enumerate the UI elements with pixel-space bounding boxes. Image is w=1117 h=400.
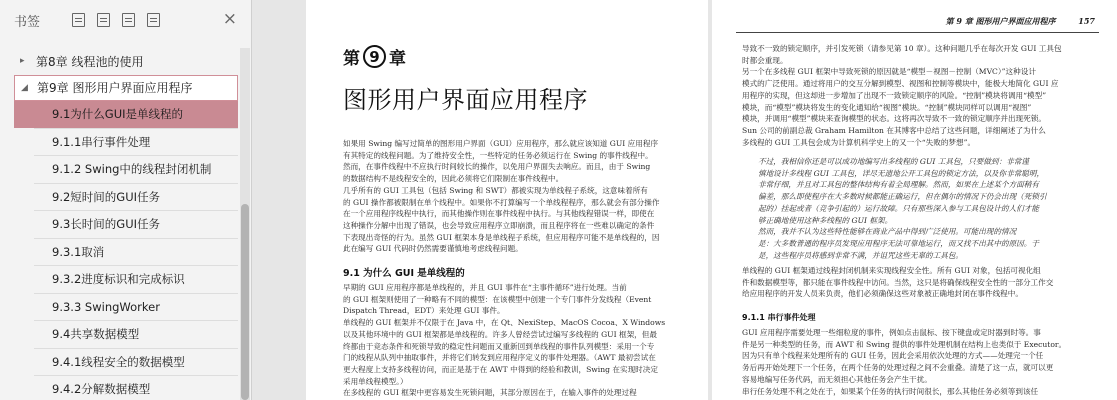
header-rule bbox=[736, 32, 1099, 33]
add-bookmark-icon[interactable] bbox=[122, 13, 135, 27]
expanded-arrow-icon[interactable]: ◢ bbox=[21, 82, 28, 93]
scrollbar-thumb[interactable] bbox=[241, 204, 249, 400]
text-line: 的 GUI 操作都被限制在单个线程中。如果你不打算编写一个单线程程序，那么就会有部分操作 bbox=[343, 197, 660, 207]
bookmark-tree bbox=[14, 48, 238, 400]
section-paragraph bbox=[343, 282, 693, 399]
bookmark-item[interactable] bbox=[14, 129, 238, 156]
text-line: 因为只有单个线程来处理所有的 GUI 任务，因此会采用依次处理的方式——处理完一个任 bbox=[742, 351, 1044, 361]
paragraph-1 bbox=[742, 43, 1102, 148]
text-line: 容易地编写任务代码，而无须担心其他任务会产生干扰。 bbox=[742, 374, 932, 384]
bookmark-options-icon[interactable] bbox=[147, 13, 160, 27]
bookmark-item[interactable] bbox=[14, 349, 238, 376]
text-line: 给应用程序的开发人员来负责，他们必须确保这些对象被正确地封闭在事件线程中。 bbox=[742, 289, 1023, 299]
text-line: 早期的 GUI 应用程序都是单线程的，并且 GUI 事件在“主事件循环”进行处理。当前 bbox=[343, 283, 627, 292]
text-line: 偏差，那么即使程序在大多数时候都能正确运行，但在偶尔的情况下仍会出现（死锁引 bbox=[758, 192, 1047, 202]
bookmark-label: 第8章 线程池的使用 bbox=[36, 54, 144, 69]
text-line: 更大程度上支持多线程访问，而正是基于在 AWT 中得到的经验和教训，Swing 在实现时决定 bbox=[343, 364, 658, 374]
bookmark-label: 9.2短时间的GUI任务 bbox=[52, 189, 161, 204]
text-line: 用程序的实现，但这却进一步增加了出现不一致锁定顺序的风险。“控制”模块将调用“模型” bbox=[742, 90, 1047, 100]
text-line: 的数据结构不是线程安全的，因此必须将它们限制在事件线程中。 bbox=[343, 174, 564, 184]
chapter-suffix: 章 bbox=[389, 49, 406, 69]
bookmarks-title: 书签 bbox=[14, 14, 41, 30]
page-number: 157 bbox=[1078, 16, 1095, 26]
pdf-page-right bbox=[712, 0, 1117, 400]
text-line: 终都由于竞态条件和死锁导致的稳定性问题而又重新回到单线程的事件队列模型：采用一个专 bbox=[343, 341, 655, 351]
text-line: Dispatch Thread，EDT）来处理 GUI 事件。 bbox=[343, 306, 505, 316]
text-line: 够正确地使用这种多线程的 GUI 框架。 bbox=[758, 215, 893, 225]
text-line: Sun 公司的前副总裁 Graham Hamilton 在其博客中总结了这些问题，详细阐述了为什么 bbox=[742, 125, 1046, 135]
bookmark-label: 9.1.2 Swing中的线程封闭机制 bbox=[52, 162, 212, 177]
bookmark-item[interactable] bbox=[14, 101, 238, 128]
bookmark-item[interactable] bbox=[14, 184, 238, 211]
text-line: 单线程的 GUI 框架并不仅限于在 Java 中，在 Qt、NexiStep、MacOS Cocoa、X Windows bbox=[343, 318, 666, 328]
chapter-number bbox=[343, 44, 406, 69]
bookmark-item[interactable] bbox=[14, 211, 238, 238]
bookmark-item[interactable] bbox=[14, 294, 238, 321]
bookmark-label: 第9章 图形用户界面应用程序 bbox=[37, 81, 193, 96]
paragraph-2 bbox=[742, 265, 1102, 300]
text-line: 然而，在事件线程中不应执行时间较长的操作，以免用户界面失去响应。而且，由于 Swing bbox=[343, 162, 651, 172]
text-line: 件是另一种类型的任务，而 AWT 和 Swing 提供的事件处理机制在结构上也类似于 Executor。 bbox=[742, 339, 1067, 349]
expand-all-icon[interactable] bbox=[72, 13, 85, 27]
running-head-title: 第 9 章 图形用户界面应用程序 bbox=[945, 16, 1056, 26]
bookmark-label: 9.3.1取消 bbox=[52, 244, 105, 259]
bookmark-label: 9.4.2分解数据模型 bbox=[52, 382, 151, 397]
text-line: 模块，而“模型”模块将发生的变化通知给“视图”模块。“控制”模块同样可以调用“视图” bbox=[742, 102, 1032, 112]
text-line: 然而，我并不认为这些特性能够在商业产品中得到广泛使用。可能出现的情况 bbox=[758, 227, 1017, 237]
bookmark-item[interactable] bbox=[14, 48, 238, 75]
bookmark-item[interactable] bbox=[14, 156, 238, 183]
running-head bbox=[946, 16, 1095, 27]
chapter-title: 图形用户界面应用程序 bbox=[343, 86, 588, 114]
text-line: 务后再开始处理下一个任务，在两个任务的处理过程之间不会重叠。清楚了这一点，就可以更 bbox=[742, 363, 1054, 373]
text-line: 是，这些程序员将感到非常不满，并诅咒这些无辜的工具包。 bbox=[758, 250, 964, 260]
collapsed-arrow-icon[interactable]: ▸ bbox=[20, 56, 25, 67]
bookmark-item[interactable] bbox=[14, 266, 238, 293]
text-line: 件和数据模型等，都只能在事件线程中访问。当然，这只是将确保线程安全性的一部分工作交 bbox=[742, 277, 1054, 287]
text-line: 下表现出奇怪的行为。虽然 GUI 框架本身是单线程子系统，但应用程序可能不是单线程的，因 bbox=[343, 232, 660, 242]
text-line: 采用单线程模型。） bbox=[343, 376, 408, 386]
bookmark-item[interactable] bbox=[14, 75, 238, 102]
text-line: 单线程的 GUI 框架通过线程封闭机制来实现线程安全性。所有 GUI 对象，包括可视化组 bbox=[742, 266, 1041, 275]
text-line: 导致不一致的锁定顺序，并引发死锁（请参见第 10 章）。这种问题几乎在每次开发 GUI 工具包 bbox=[742, 44, 1062, 53]
bookmark-label: 9.4共享数据模型 bbox=[52, 327, 140, 342]
sidebar-scrollbar[interactable] bbox=[240, 48, 250, 400]
text-line: 起的）挂起或者（竞争引起的）运行故障。只有那些深入参与工具包设计的人们才能 bbox=[758, 203, 1039, 213]
text-line: 另一个在多线程 GUI 框架中导致死锁的原因就是“模型－视图－控制（MVC）”这种设计 bbox=[742, 67, 1036, 77]
section-heading: 9.1 为什么 GUI 是单线程的 bbox=[343, 268, 465, 279]
bookmark-item[interactable] bbox=[14, 321, 238, 348]
text-line: 不过，我相信你还是可以成功地编写出多线程的 GUI 工具包，只要做到：非常谨 bbox=[758, 157, 1029, 166]
quote-block bbox=[758, 156, 1098, 261]
text-line: 此在编写 GUI 代码时仍然需要谨慎地考虑线程问题。 bbox=[343, 244, 523, 254]
text-line: 时都会重现。 bbox=[742, 55, 788, 65]
text-line: GUI 应用程序需要处理一些细粒度的事件，例如点击鼠标、按下键盘或定时器到时等。事 bbox=[742, 328, 1041, 337]
bookmark-label: 9.3.2进度标识和完成标识 bbox=[52, 272, 185, 287]
text-line: 在多线程的 GUI 框架中更容易发生死锁问题，其部分原因在于，在输入事件的处理过程 bbox=[343, 388, 637, 398]
bookmark-label: 9.1.1串行事件处理 bbox=[52, 134, 151, 149]
subsection-heading: 9.1.1 串行事件处理 bbox=[742, 313, 816, 322]
text-line: 串行任务处理不利之处在于，如果某个任务的执行时间很长，那么其他任务必须等到该任 bbox=[742, 386, 1039, 396]
bookmark-label: 9.1为什么GUI是单线程的 bbox=[52, 107, 184, 122]
bookmarks-toolbar bbox=[0, 0, 251, 40]
text-line: 非常仔细，并且对工具包的整体结构有着全局理解。然而，如果在上述某个方面稍有 bbox=[758, 180, 1039, 190]
text-line: 有其特定的线程问题。为了维持安全性，一些特定的任务必须运行在 Swing 的事件线程中。 bbox=[343, 150, 653, 160]
text-line: 多线程的 GUI 工具包会成为计算机科学史上的又一个“失败的梦想”。 bbox=[742, 137, 976, 147]
bookmark-item[interactable] bbox=[14, 376, 238, 400]
close-icon[interactable]: × bbox=[222, 9, 237, 29]
collapse-all-icon[interactable] bbox=[97, 13, 110, 27]
text-line: 模块，并调用“模型”模块来查询模型的状态。这将再次导致不一致的锁定顺序并出现死锁。 bbox=[742, 114, 1046, 124]
paragraph-3 bbox=[742, 327, 1102, 397]
text-line: 如果用 Swing 编写过简单的图形用户界面（GUI）应用程序，那么就应该知道 GUI 应用程序 bbox=[343, 139, 659, 148]
text-line: 几乎所有的 GUI 工具包（包括 Swing 和 SWT）都被实现为单线程子系统，这意味着所有 bbox=[343, 185, 648, 195]
text-line: 在一个应用程序线程中执行，而其他操作则在事件线程中执行。与其他线程错误一样，即使在 bbox=[343, 209, 655, 219]
text-line: 门的线程从队列中抽取事件，并将它们转发到应用程序定义的事件处理器。（AWT 最初尝试在 bbox=[343, 353, 656, 363]
bookmark-label: 9.3长时间的GUI任务 bbox=[52, 217, 161, 232]
text-line: 慎地设计多线程 GUI 工具包，详尽无遗地公开工具包的锁定方法，以及你非常聪明， bbox=[758, 168, 1045, 178]
bookmark-item[interactable] bbox=[14, 239, 238, 266]
pdf-page-left bbox=[306, 0, 708, 400]
bookmark-label: 9.3.3 SwingWorker bbox=[52, 299, 160, 314]
bookmarks-panel bbox=[0, 0, 252, 400]
chapter-prefix: 第 bbox=[343, 49, 360, 69]
text-line: 是：大多数普通的程序员发现应用程序无法可靠地运行，而又找不出其中的原因。于 bbox=[758, 238, 1039, 248]
text-line: 这种操作分解中出现了错误，也会导致应用程序立即崩溃，而且程序将在一些难以确定的条件 bbox=[343, 220, 655, 230]
chapter-number-circle: 9 bbox=[363, 45, 386, 68]
intro-paragraph bbox=[343, 138, 693, 255]
text-line: 的 GUI 框架则使用了一种略有不同的模型：在该模型中创建一个专门事件分发线程（Event bbox=[343, 294, 652, 304]
text-line: 模式的广泛使用。通过将用户的交互分解到模型、视图和控制等模块中，能极大地简化 GUI 应 bbox=[742, 79, 1059, 89]
bookmark-label: 9.4.1线程安全的数据模型 bbox=[52, 354, 185, 369]
text-line: 以及其他环境中的 GUI 框架都是单线程的。许多人曾经尝试过编写多线程的 GUI 框架，但最 bbox=[343, 329, 657, 339]
